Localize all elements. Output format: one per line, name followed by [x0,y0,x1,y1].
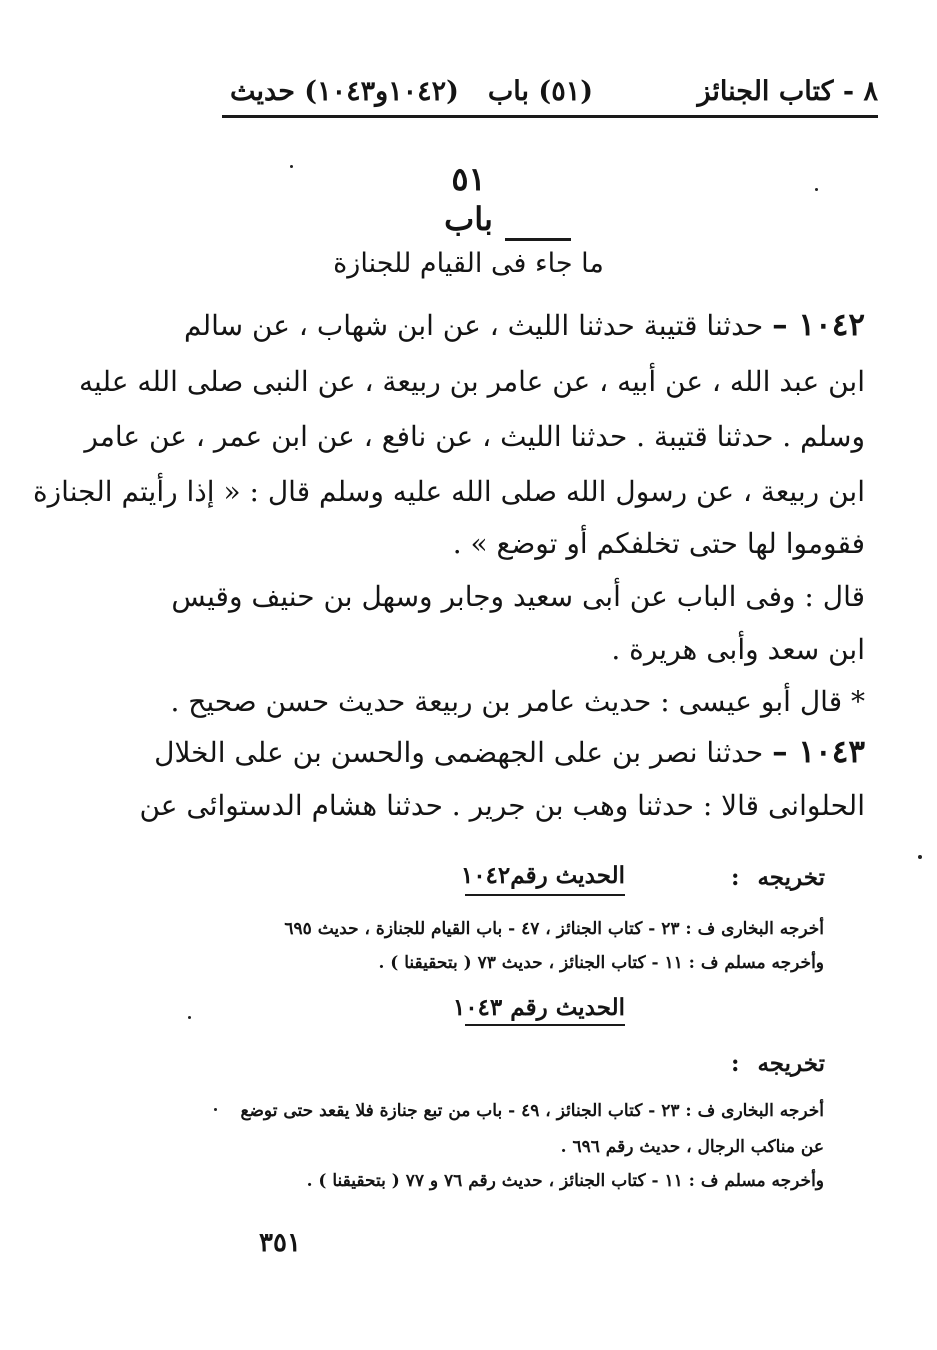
body-line [79,362,865,402]
takhrij-label [731,1050,825,1077]
note-line: عن مناكب الرجال ، حديث رقم ٦٩٦ . [560,1137,824,1157]
body-text: الحلوانى قالا : حدثنا وهب بن جرير . حدثنا هشام الدستوائى عن [139,789,865,822]
note-line: وأخرجه مسلم ف : ١١ - كتاب الجنائز ، حديث رقم ٧٦ و ٧٧ ( بتحقيقنا ) . [306,1171,824,1191]
takhrij-label-text: تخريجه [757,1050,825,1077]
body-text: ابن سعد وأبى هريرة . [611,633,865,666]
body-text: حدثنا قتيبة حدثنا الليث ، عن ابن شهاب ، عن سالم [183,309,764,342]
hadith-reference-underline [465,1024,625,1026]
body-text: ابن ربيعة ، عن رسول الله صلى الله عليه وسلم قال : « إذا رأيتم الجنازة [32,475,865,508]
hadith-number: ١٠٤٣ – [772,734,865,770]
body-text: قال : وفى الباب عن أبى سعيد وجابر وسهل بن حنيف وقيس [171,580,865,613]
chapter-number: ٥١ [451,160,486,198]
scan-speck [815,188,818,191]
hadith-reference-underline [465,894,625,896]
body-text: وسلم . حدثنا قتيبة . حدثنا الليث ، عن نافع ، عن ابن عمر ، عن عامر [84,420,865,453]
note-line: وأخرجه مسلم ف : ١١ - كتاب الجنائز ، حديث ٧٣ ( بتحقيقنا ) . [378,953,824,973]
body-line [84,417,865,457]
body-line [210,630,865,670]
header-hadiths: (١٠٤٢و١٠٤٣) حديث [230,76,459,107]
body-line [170,682,865,722]
header-chapter: (٥١) باب [487,76,593,107]
body-text: فقوموا لها حتى تخلفكم أو توضع » . [452,527,865,560]
body-text: حدثنا نصر بن على الجهضمى والحسن بن على الخلال [154,736,764,769]
chapter-word-underline [505,238,571,241]
body-line [210,524,865,564]
body-line [32,472,865,512]
takhrij-colon: : [730,1050,740,1077]
header-rule [222,115,878,118]
takhrij-colon: : [730,864,740,891]
note-line: أخرجه البخارى ف : ٢٣ - كتاب الجنائز ، ٤٧ - باب القيام للجنازة ، حديث ٦٩٥ [284,919,824,939]
hadith-number: ١٠٤٢ – [772,307,865,343]
scan-speck [290,165,293,168]
hadith-reference: الحديث رقم١٠٤٢ [460,862,625,889]
chapter-word: باب [444,200,493,238]
takhrij-label [731,864,825,891]
note-line: أخرجه البخارى ف : ٢٣ - كتاب الجنائز ، ٤٩ - باب من تبع جنازة فلا يقعد حتى توضع [240,1101,824,1121]
scan-speck [188,1016,191,1019]
scan-speck [214,1108,217,1111]
body-line [139,786,865,826]
takhrij-label-text: تخريجه [757,864,825,891]
hadith-reference: الحديث رقم ١٠٤٣ [452,994,625,1021]
body-text: ابن عبد الله ، عن أبيه ، عن عامر بن ربيعة ، عن النبى صلى الله عليه [79,365,865,398]
body-line [171,577,865,617]
chapter-title: ما جاء فى القيام للجنازة [333,248,604,279]
body-line [154,732,865,773]
body-text: * قال أبو عيسى : حديث عامر بن ربيعة حديث حسن صحيح . [170,685,865,718]
scan-speck [918,855,922,859]
header-section: ٨ - كتاب الجنائز [697,76,878,107]
page-number: ٣٥١ [259,1228,301,1258]
body-line [183,305,865,346]
running-header [222,70,878,114]
